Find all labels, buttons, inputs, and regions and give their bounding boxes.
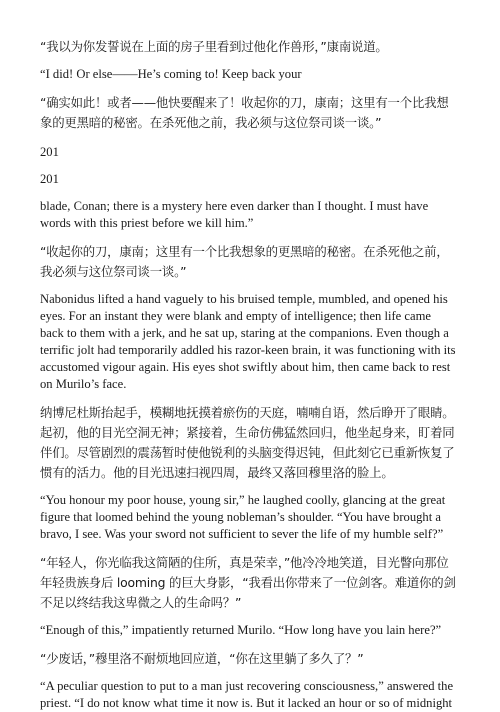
paragraph-zh-1: “我以为你发誓说在上面的房子里看到过他化作兽形，”康南说道。 (40, 39, 388, 54)
paragraph-en-3: Nabonidus lifted a hand vaguely to his bruised temple, mumbled, and opened his eyes. For an instant they were blank and empty of intelligence; then life came back to them with a jerk, and he sat up, staring at the companions. Even though a terrific jolt had temporarily addled his razor-keen brain, it was functioning with its accustomed vigour again. His eyes shot swiftly about him, then came back to rest on Murilo’s face. (40, 292, 456, 391)
paragraph-en-6: “A peculiar question to put to a man just recovering consciousness,” answered the priest. “I do not know what time it now is. But it lacked an hour or so of midnight (40, 679, 454, 710)
paragraph-en-1: “I did! Or else——He’s coming to! Keep back your (40, 67, 302, 81)
paragraph-en-5: “Enough of this,” impatiently returned Murilo. “How long have you lain here?” (40, 623, 442, 637)
paragraph-zh-6: “少废话，”穆里洛不耐烦地回应道，“你在这里躺了多久了？” (40, 651, 364, 666)
paragraph-zh-2: “确实如此！或者——他快要醒来了！收起你的刀，康南；这里有一个比我想象的更黑暗的秘密。在杀死他之前，我必须与这位祭司谈一谈。” (40, 95, 449, 130)
paragraph-zh-3: “收起你的刀，康南；这里有一个比我想象的更黑暗的秘密。在杀死他之前，我必须与这位祭司谈一谈。” (40, 244, 449, 279)
paragraph-en-4: “You honour my poor house, young sir,” he laughed coolly, glancing at the great figure that loomed behind the young nobleman’s shoulder. “You have brought a bravo, I see. Was your sword not sufficient to sever the life of my humble self?” (40, 493, 446, 541)
page-number-repeat: 201 (40, 172, 59, 186)
paragraph-en-2: blade, Conan; there is a mystery here even darker than I thought. I must have words with this priest before we kill him.” (40, 199, 429, 230)
paragraph-zh-4: 纳博尼杜斯抬起手，模糊地抚摸着瘀伤的天庭，喃喃自语，然后睁开了眼睛。起初，他的目光空洞无神；紧接着，生命仿佛猛然回归，他坐起身来，盯着同伴们。尽管剧烈的震荡暂时使他锐利的头脑变得迟钝，但此刻它已重新恢复了惯有的活力。他的目光迅速扫视四周，最终又落回穆里洛的脸上。 (40, 405, 455, 480)
page-number: 201 (40, 145, 59, 159)
paragraph-zh-5: “年轻人，你光临我这简陋的住所，真是荣幸，”他冷冷地笑道，目光瞥向那位年轻贵族身后 looming 的巨大身影，“我看出你带来了一位剑客。难道你的剑不足以终结我这卑微之人的生命吗？” (40, 555, 456, 610)
